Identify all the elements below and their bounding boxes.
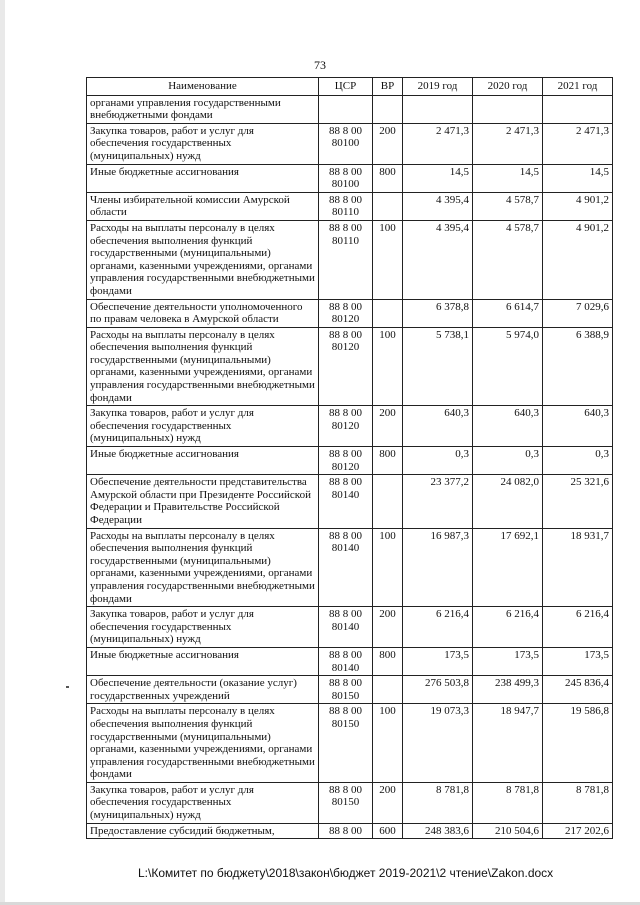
cell-csr: 88 8 00 80110: [319, 192, 373, 220]
table-body: [87, 95, 613, 839]
cell-vr: 200: [373, 123, 403, 164]
table-row: [87, 192, 613, 220]
cell-2019: 4 395,4: [403, 220, 473, 299]
budget-table: [86, 77, 613, 839]
cell-2020: [473, 95, 543, 123]
cell-2020: 210 504,6: [473, 823, 543, 839]
cell-vr: 100: [373, 220, 403, 299]
cell-csr: 88 8 00 80100: [319, 123, 373, 164]
cell-2020: 4 578,7: [473, 192, 543, 220]
cell-2019: 23 377,2: [403, 475, 473, 528]
table-row: [87, 782, 613, 823]
cell-2020: 6 614,7: [473, 299, 543, 327]
table-row: [87, 220, 613, 299]
cell-2020: 2 471,3: [473, 123, 543, 164]
header-2019: 2019 год: [403, 78, 473, 96]
cell-csr: 88 8 00 80110: [319, 220, 373, 299]
scan-mark: [66, 686, 69, 688]
cell-2021: 217 202,6: [543, 823, 613, 839]
page-number: 73: [314, 58, 326, 72]
cell-2019: [403, 95, 473, 123]
cell-2021: 4 901,2: [543, 192, 613, 220]
cell-2019: 6 378,8: [403, 299, 473, 327]
table-row: [87, 704, 613, 783]
table-row: [87, 164, 613, 192]
cell-name: органами управления государственными внебюджетными фондами: [87, 95, 319, 123]
cell-2021: 6 388,9: [543, 327, 613, 406]
header-csr: ЦСР: [319, 78, 373, 96]
cell-2019: 8 781,8: [403, 782, 473, 823]
table-row: [87, 528, 613, 607]
cell-2019: 640,3: [403, 406, 473, 447]
cell-csr: 88 8 00 80120: [319, 299, 373, 327]
footer-file-path: L:\Комитет по бюджету\2018\закон\бюджет 2019-2021\2 чтение\Zakon.docx: [138, 866, 554, 880]
cell-vr: [373, 475, 403, 528]
cell-2021: 6 216,4: [543, 607, 613, 648]
cell-2020: 5 974,0: [473, 327, 543, 406]
table-row: [87, 123, 613, 164]
cell-csr: 88 8 00 80150: [319, 704, 373, 783]
cell-2020: 6 216,4: [473, 607, 543, 648]
cell-2021: 173,5: [543, 647, 613, 675]
cell-csr: 88 8 00 80120: [319, 327, 373, 406]
cell-csr: 88 8 00 80150: [319, 676, 373, 704]
cell-vr: [373, 299, 403, 327]
cell-2021: 2 471,3: [543, 123, 613, 164]
cell-2020: 4 578,7: [473, 220, 543, 299]
cell-2019: 4 395,4: [403, 192, 473, 220]
header-2021: 2021 год: [543, 78, 613, 96]
cell-name: Расходы на выплаты персоналу в целях обеспечения выполнения функций государственными (муниципальными) органами, казенными учреждениями, органами управления государственными внебюджетными фондами: [87, 704, 319, 783]
cell-2021: 25 321,6: [543, 475, 613, 528]
cell-2021: 4 901,2: [543, 220, 613, 299]
table-row: [87, 95, 613, 123]
cell-2021: 19 586,8: [543, 704, 613, 783]
table-row: [87, 676, 613, 704]
cell-2021: 18 931,7: [543, 528, 613, 607]
cell-2020: 0,3: [473, 447, 543, 475]
cell-name: Предоставление субсидий бюджетным,: [87, 823, 319, 839]
cell-2019: 6 216,4: [403, 607, 473, 648]
table-row: [87, 406, 613, 447]
cell-2021: 245 836,4: [543, 676, 613, 704]
cell-csr: 88 8 00 80140: [319, 475, 373, 528]
cell-2021: 14,5: [543, 164, 613, 192]
cell-name: Закупка товаров, работ и услуг для обеспечения государственных (муниципальных) нужд: [87, 123, 319, 164]
cell-2019: 0,3: [403, 447, 473, 475]
cell-vr: 200: [373, 607, 403, 648]
header-2020: 2020 год: [473, 78, 543, 96]
table-row: [87, 607, 613, 648]
cell-2019: 248 383,6: [403, 823, 473, 839]
cell-2020: 173,5: [473, 647, 543, 675]
cell-name: Обеспечение деятельности представительства Амурской области при Президенте Российской Федерации и Правительстве Российской Федерации: [87, 475, 319, 528]
table-row: [87, 475, 613, 528]
cell-csr: 88 8 00 80140: [319, 528, 373, 607]
cell-csr: 88 8 00 80150: [319, 782, 373, 823]
cell-2020: 238 499,3: [473, 676, 543, 704]
cell-name: Закупка товаров, работ и услуг для обеспечения государственных (муниципальных) нужд: [87, 607, 319, 648]
cell-vr: 100: [373, 704, 403, 783]
cell-2021: [543, 95, 613, 123]
cell-vr: [373, 95, 403, 123]
cell-csr: 88 8 00 80120: [319, 406, 373, 447]
cell-vr: 100: [373, 327, 403, 406]
cell-vr: 100: [373, 528, 403, 607]
cell-2021: 0,3: [543, 447, 613, 475]
cell-csr: 88 8 00 80120: [319, 447, 373, 475]
cell-name: Расходы на выплаты персоналу в целях обеспечения выполнения функций государственными (муниципальными) органами, казенными учреждениями, органами управления государственными внебюджетными фондами: [87, 528, 319, 607]
cell-2021: 8 781,8: [543, 782, 613, 823]
cell-2020: 14,5: [473, 164, 543, 192]
cell-csr: 88 8 00 80140: [319, 647, 373, 675]
cell-2020: 640,3: [473, 406, 543, 447]
cell-name: Обеспечение деятельности (оказание услуг) государственных учреждений: [87, 676, 319, 704]
cell-2019: 14,5: [403, 164, 473, 192]
cell-name: Обеспечение деятельности уполномоченного по правам человека в Амурской области: [87, 299, 319, 327]
cell-2020: 8 781,8: [473, 782, 543, 823]
cell-2021: 640,3: [543, 406, 613, 447]
cell-vr: 800: [373, 164, 403, 192]
table-row: [87, 327, 613, 406]
table-row: [87, 447, 613, 475]
cell-2019: 5 738,1: [403, 327, 473, 406]
header-vr: ВР: [373, 78, 403, 96]
cell-vr: [373, 192, 403, 220]
cell-name: Закупка товаров, работ и услуг для обеспечения государственных (муниципальных) нужд: [87, 782, 319, 823]
table-header-row: [87, 78, 613, 96]
cell-2021: 7 029,6: [543, 299, 613, 327]
cell-csr: 88 8 00: [319, 823, 373, 839]
cell-name: Члены избирательной комиссии Амурской области: [87, 192, 319, 220]
cell-2019: 276 503,8: [403, 676, 473, 704]
scan-page-edge: [0, 0, 5, 905]
table-row: [87, 647, 613, 675]
cell-2020: 17 692,1: [473, 528, 543, 607]
table-row: [87, 823, 613, 839]
cell-vr: 800: [373, 447, 403, 475]
cell-name: Иные бюджетные ассигнования: [87, 647, 319, 675]
cell-vr: [373, 676, 403, 704]
cell-name: Иные бюджетные ассигнования: [87, 447, 319, 475]
cell-2019: 16 987,3: [403, 528, 473, 607]
cell-2019: 173,5: [403, 647, 473, 675]
cell-vr: 200: [373, 406, 403, 447]
cell-name: Иные бюджетные ассигнования: [87, 164, 319, 192]
cell-2019: 2 471,3: [403, 123, 473, 164]
cell-name: Расходы на выплаты персоналу в целях обеспечения выполнения функций государственными (муниципальными) органами, казенными учреждениями, органами управления государственными внебюджетными фондами: [87, 220, 319, 299]
cell-vr: 800: [373, 647, 403, 675]
table-row: [87, 299, 613, 327]
cell-2020: 18 947,7: [473, 704, 543, 783]
header-name: Наименование: [87, 78, 319, 96]
cell-name: Закупка товаров, работ и услуг для обеспечения государственных (муниципальных) нужд: [87, 406, 319, 447]
cell-csr: 88 8 00 80100: [319, 164, 373, 192]
cell-name: Расходы на выплаты персоналу в целях обеспечения выполнения функций государственными (муниципальными) органами, казенными учреждениями, органами управления государственными внебюджетными фондами: [87, 327, 319, 406]
cell-2020: 24 082,0: [473, 475, 543, 528]
cell-csr: 88 8 00 80140: [319, 607, 373, 648]
cell-csr: [319, 95, 373, 123]
cell-vr: 200: [373, 782, 403, 823]
cell-vr: 600: [373, 823, 403, 839]
cell-2019: 19 073,3: [403, 704, 473, 783]
